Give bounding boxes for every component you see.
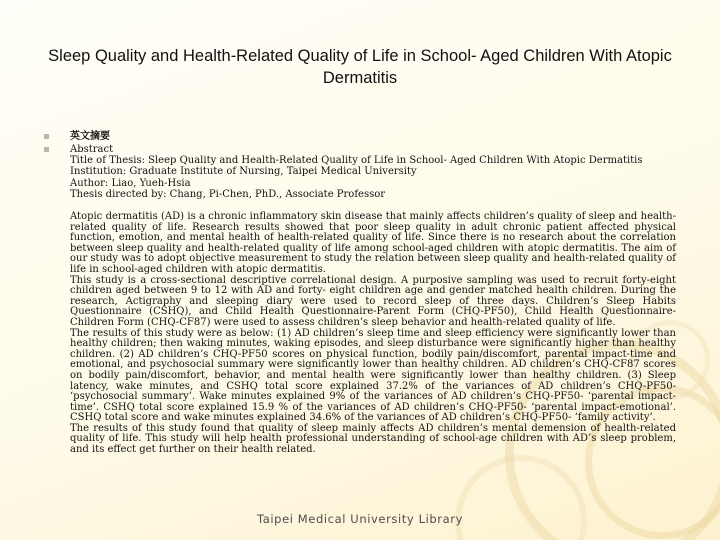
thesis-metadata <box>70 155 680 201</box>
abstract-paragraph: The results of this study found that quality of sleep mainly affects AD children’s mental demension of health-related quality of life. This study will help health professional understanding of school-age children with AD’s sleep problem, and its effect get further on their health related. <box>70 422 676 456</box>
bullet-list <box>40 131 680 155</box>
library-footer-logo: Taipei Medical University Library <box>257 512 463 526</box>
abstract-paragraph: The results of this study were as below: (1) AD children’s sleep time and sleep efficiency were significantly lower than healthy children; then waking minutes, waking episodes, and sleep disturbance were significantly higher than healthy children. (2) AD children’s CHQ-PF50 scores on physical function, bodily pain/discomfort, parental impact-time and emotional, and psychosocial summary were significantly lower than healthy children. AD children’s CHQ-CF87 scores on bodily pain/discomfort, behavior, and mental health were significantly lower than healthy children. (3) Sleep latency, wake minutes, and CSHQ total score explained 37.2% of the variances of AD children’s CHQ-PF50- ‘psychosocial summary’. Wake minutes explained 9% of the variances of AD children’s CHQ-PF50- ‘parental impact-time’. CSHQ total score explained 15.9 % of the variances of AD children’s CHQ-PF50- ‘parental impact-emotional’. CSHQ total score and wake minutes explained 34.6% of the variances of AD children’s CHQ-PF50- ‘family activity’. <box>70 327 676 424</box>
abstract-label: Abstract <box>70 143 114 155</box>
author-line: Author: Liao, Yueh-Hsia <box>70 177 191 189</box>
abstract-paragraph: This study is a cross-sectional descriptive correlational design. A purposive sampling was used to recruit forty-eight children aged between 9 to 12 with AD and forty- eight children age and gender matched health children. During the research, Actigraphy and sleeping diary were used to record sleep of three days. Children’s Sleep Habits Questionnaire (CSHQ), and Child Health Questionnaire-Parent Form (CHQ-PF50), Child Health Questionnaire-Children Form (CHQ-CF87) were used to assess children’s sleep behavior and health-related quality of life. <box>70 274 676 328</box>
square-bullet-icon <box>44 134 49 139</box>
institution-line: Institution: Graduate Institute of Nursing, Taipei Medical University <box>70 166 417 178</box>
square-bullet-icon <box>44 147 49 152</box>
bullet-item-heading <box>40 131 680 143</box>
bullet-item-abstract <box>40 144 680 156</box>
thesis-title-line: Title of Thesis: Sleep Quality and Health-Related Quality of Life in School- Aged Children With Atopic Dermatitis <box>70 155 643 166</box>
director-line: Thesis directed by: Chang, Pi-Chen, PhD., Associate Professor <box>70 189 386 201</box>
bullet-heading-text: 英文摘要 <box>70 131 110 142</box>
abstract-paragraph: Atopic dermatitis (AD) is a chronic inflammatory skin disease that mainly affects children’s quality of sleep and health-related quality of life. Research results showed that poor sleep quality in adult chronic patient affected physical function, emotion, and mental health of health-related quality of life. Since there is no research about the correlation between sleep quality and health-related quality of life among school-aged children with atopic dermatitis. The aim of our study was to adopt objective measurement to study the relation between sleep quality and health-related quality of life in school-aged children with atopic dermatitis. <box>70 211 676 275</box>
slide-title: Sleep Quality and Health-Related Quality of Life in School- Aged Children With Atopic Dermatitis <box>48 47 672 87</box>
abstract-body <box>70 212 676 456</box>
background-circle-decoration <box>455 455 587 540</box>
